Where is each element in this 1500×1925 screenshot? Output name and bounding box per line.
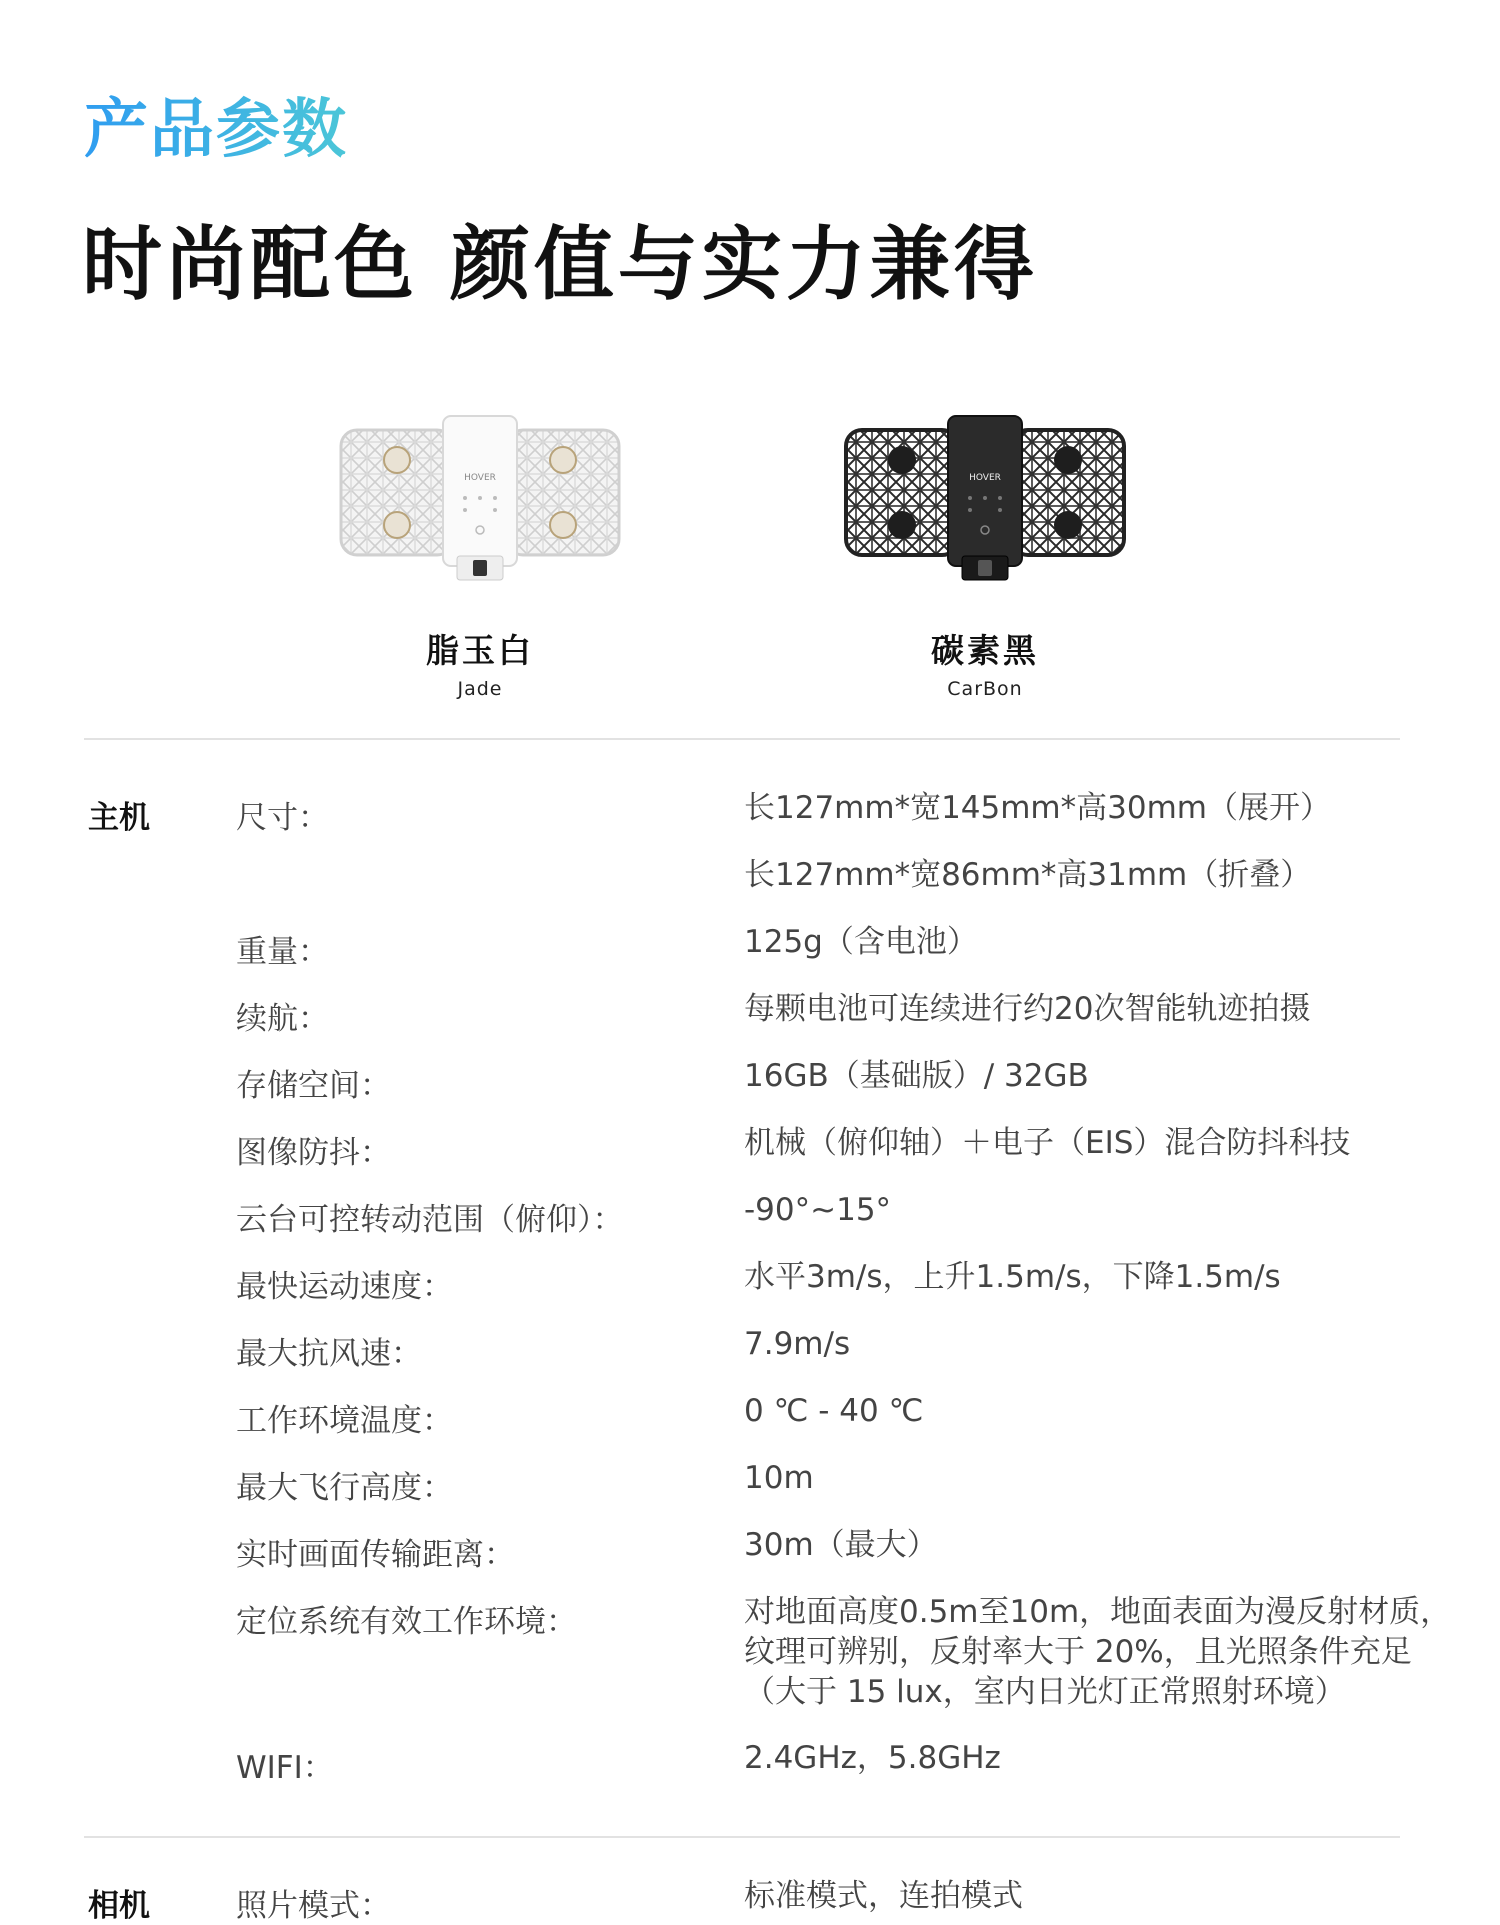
section-divider <box>84 1836 1400 1838</box>
spec-label-max-speed: 最快运动速度： <box>236 1269 453 1305</box>
spec-value-photo-mode: 标准模式，连拍模式 <box>744 1878 1023 1914</box>
spec-label-storage: 存储空间： <box>236 1068 391 1104</box>
spec-value-weight: 125g（含电池） <box>744 924 978 960</box>
product-name-en: Jade <box>457 678 503 700</box>
spec-value-max-altitude: 10m <box>744 1460 814 1496</box>
product-card-carbon <box>835 410 1135 700</box>
spec-value-size-unfolded: 长127mm*宽145mm*高30mm（展开） <box>744 790 1331 826</box>
spec-group-host: 主机 <box>88 800 150 836</box>
spec-label-max-altitude: 最大飞行高度： <box>236 1470 453 1506</box>
section-divider <box>84 738 1400 740</box>
product-name-cn: 脂玉白 <box>426 631 534 670</box>
spec-value-positioning-env-line1: 对地面高度0.5m至10m，地面表面为漫反射材质， <box>744 1594 1452 1630</box>
spec-value-positioning-env-line2: 纹理可辨别，反射率大于 20%，且光照条件充足 <box>744 1634 1412 1670</box>
spec-label-positioning-env: 定位系统有效工作环境： <box>236 1604 577 1640</box>
spec-value-wind-resistance: 7.9m/s <box>744 1326 851 1362</box>
product-name-cn: 碳素黑 <box>931 631 1039 670</box>
svg-text:HOVER: HOVER <box>969 473 1001 483</box>
svg-text:HOVER: HOVER <box>464 473 496 483</box>
spec-label-photo-mode: 照片模式： <box>236 1888 391 1924</box>
spec-label-gimbal-range: 云台可控转动范围（俯仰）： <box>236 1202 624 1238</box>
spec-label-wifi: WIFI： <box>236 1750 334 1786</box>
spec-value-stabilization: 机械（俯仰轴）＋电子（EIS）混合防抖科技 <box>744 1125 1351 1161</box>
product-name-en: CarBon <box>947 678 1023 700</box>
spec-value-size-folded: 长127mm*宽86mm*高31mm（折叠） <box>744 857 1312 893</box>
spec-label-weight: 重量： <box>236 934 329 970</box>
spec-value-positioning-env-line3: （大于 15 lux，室内日光灯正常照射环境） <box>744 1674 1346 1710</box>
spec-value-gimbal-range: -90°~15° <box>744 1192 892 1228</box>
spec-label-endurance: 续航： <box>236 1001 329 1037</box>
spec-label-stabilization: 图像防抖： <box>236 1135 391 1171</box>
spec-label-wind-resistance: 最大抗风速： <box>236 1336 422 1372</box>
spec-group-camera: 相机 <box>88 1888 150 1924</box>
spec-value-endurance: 每颗电池可连续进行约20次智能轨迹拍摄 <box>744 991 1311 1027</box>
section-label: 产品参数 <box>84 78 348 170</box>
spec-label-temperature: 工作环境温度： <box>236 1403 453 1439</box>
spec-value-temperature: 0 ℃ - 40 ℃ <box>744 1393 924 1429</box>
spec-value-max-speed: 水平3m/s，上升1.5m/s，下降1.5m/s <box>744 1259 1281 1295</box>
spec-value-transmission-range: 30m（最大） <box>744 1527 938 1563</box>
drone-image-white <box>335 410 625 585</box>
spec-value-wifi: 2.4GHz，5.8GHz <box>744 1740 1001 1776</box>
product-card-jade <box>330 410 630 700</box>
spec-label-size: 尺寸： <box>236 800 329 836</box>
drone-image-black <box>840 410 1130 585</box>
spec-value-storage: 16GB（基础版）/ 32GB <box>744 1058 1089 1094</box>
page-headline: 时尚配色 颜值与实力兼得 <box>82 218 1038 311</box>
spec-label-transmission-range: 实时画面传输距离： <box>236 1537 515 1573</box>
